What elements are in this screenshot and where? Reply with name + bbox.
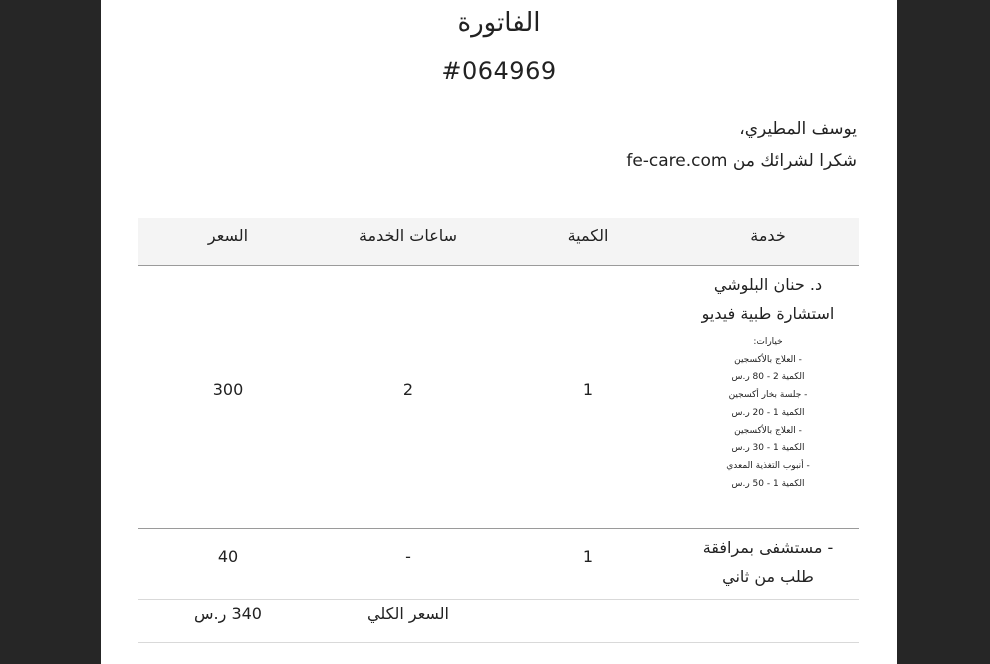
invoice-page [101,0,897,664]
service-line: د. حنان البلوشي [713,275,823,294]
service-line: استشارة طبية فيديو [701,304,835,323]
option-line: - جلسة بخار أكسجين [728,390,808,401]
price-value: 40 [217,547,239,566]
service-options [678,334,858,493]
total-label: السعر الكلي [366,604,449,623]
customer-greeting: يوسف المطيري، [739,119,857,139]
table-row [138,266,859,529]
hours-value: - [405,547,411,566]
hours-value: 2 [402,380,414,399]
option-line: - العلاج بالأكسجين [734,354,802,365]
option-line: الكمية 1 - 30 ر.س [731,443,805,454]
option-line: - أنبوب التغذية المعدي [726,460,810,471]
quantity-value: 1 [582,380,594,399]
price-value: 300 [212,380,244,399]
total-row [138,600,859,643]
header-service: خدمة [750,226,786,245]
invoice-title: الفاتورة [457,8,541,38]
option-line: الكمية 2 - 80 ر.س [731,372,805,383]
service-name [678,533,858,591]
invoice-table [138,218,859,643]
header-quantity: الكمية [567,226,609,245]
service-name [678,270,858,328]
quantity-value: 1 [582,547,594,566]
total-value: 340 ر.س [194,604,262,623]
header-price: السعر [207,226,249,245]
service-line: طلب من ثاني [722,567,814,586]
option-line: الكمية 1 - 50 ر.س [731,478,805,489]
options-title: خيارات: [753,337,783,347]
option-line: الكمية 1 - 20 ر.س [731,407,805,418]
header-hours: ساعات الخدمة [358,226,458,245]
invoice-number: #064969 [441,57,557,85]
option-line: - العلاج بالأكسجين [734,425,802,436]
table-header [138,218,859,266]
service-line: - مستشفى بمرافقة [702,538,834,557]
thanks-message: شكرا لشرائك من fe-care.com [626,151,857,171]
table-row [138,529,859,600]
